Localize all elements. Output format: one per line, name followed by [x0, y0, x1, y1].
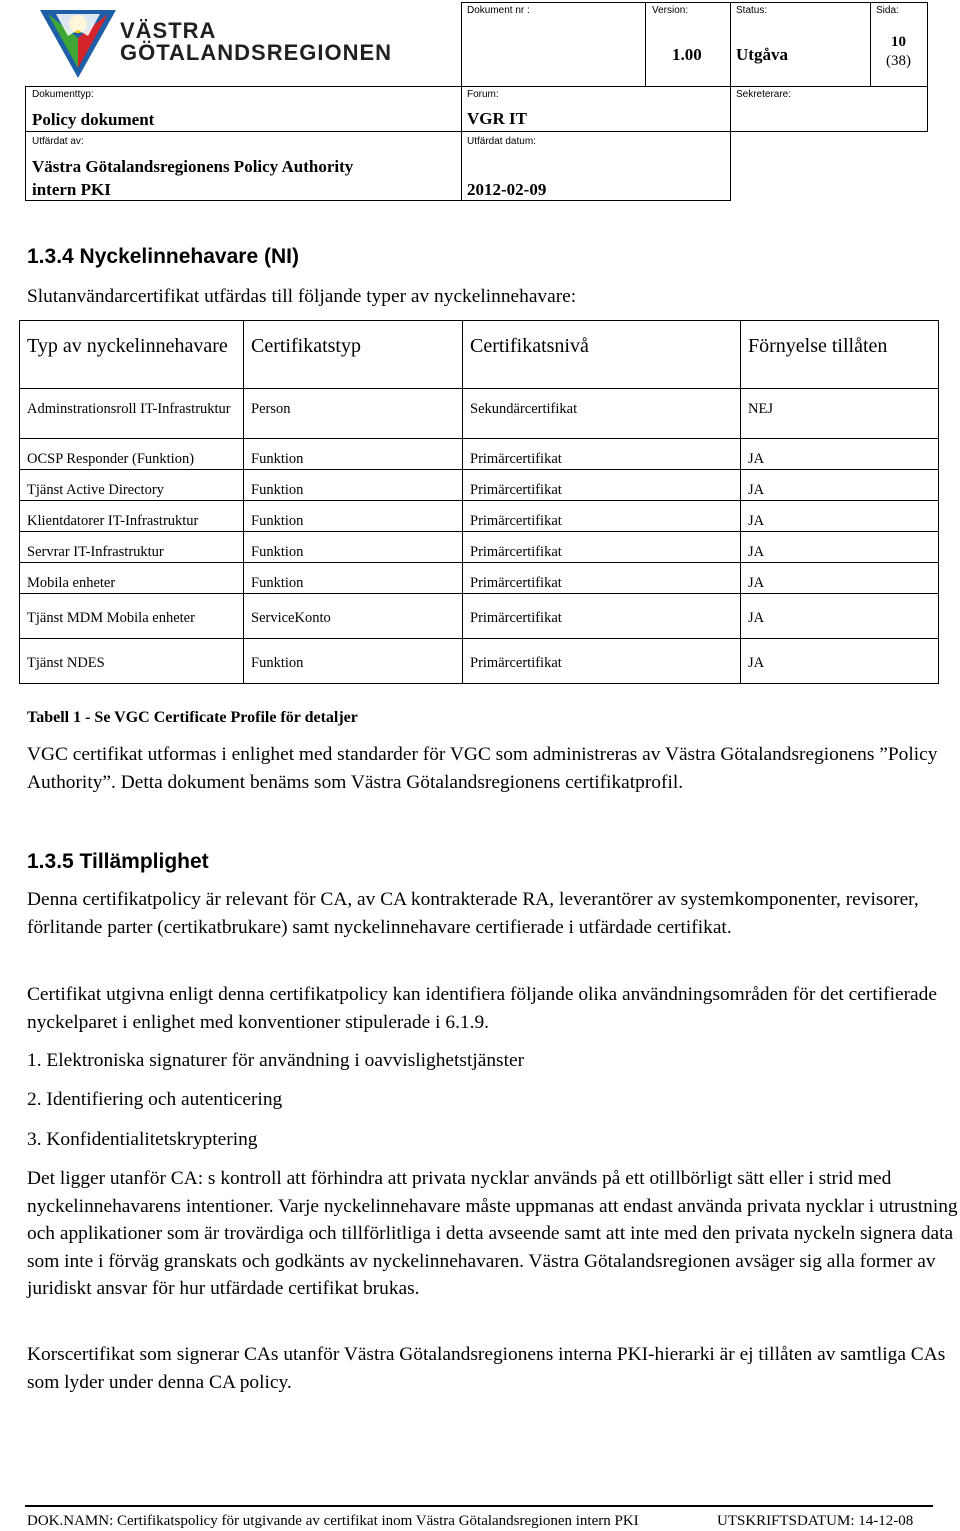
issued-by-line2: intern PKI: [32, 180, 111, 199]
forum-label: Forum:: [467, 89, 499, 100]
section-135-para4: Korscertifikat som signerar CAs utanför Västra Götalandsregionens interna PKI-hierarki är ej tillåten av samtliga CAs som lyder under denna CA policy.: [27, 1344, 946, 1393]
table-row: [20, 501, 939, 532]
table-cell: Adminstrationsroll IT-Infrastruktur: [20, 389, 244, 439]
status-value: Utgåva: [736, 45, 788, 64]
footer-document-name: DOK.NAMN: Certifikatspolicy för utgivande av certifikat inom Västra Götalandsregionen intern PKI: [27, 1513, 639, 1529]
table-cell: Mobila enheter: [20, 563, 244, 594]
column-header: Typ av nyckelinnehavare: [20, 321, 244, 389]
table-cell: Primärcertifikat: [463, 470, 741, 501]
section-135-title: 1.3.5 Tillämplighet: [27, 850, 209, 873]
table-cell: ServiceKonto: [244, 594, 463, 639]
page-total: (38): [886, 53, 911, 69]
section-135-para1: Denna certifikatpolicy är relevant för CA, av CA kontrakterade RA, leverantörer av systemkomponenter, revisorer, förlitande parter (certikatbrukare) samt nyckelinnehavare certifierade i utfärdade certifikat.: [27, 889, 919, 938]
column-header: Certifikatsnivå: [463, 321, 741, 389]
column-header: Certifikatstyp: [244, 321, 463, 389]
table-row: [20, 470, 939, 501]
section-135-para3: Det ligger utanför CA: s kontroll att förhindra att privata nycklar används på ett otillbörligt sätt eller i strid med nyckelinnehavarens intentioner. Varje nyckelinnehavare måste uppmanas att endast använda privata nycklar i utrustning och applikationer som är trovärdiga och tillförlitliga i detta avseende samt att inte med den privata nyckeln signera data som inte i förväg granskats och godkänts av nyckelinnehavaren. Västra Götalandsregionen avsäger sig alla former av juridiskt ansvar för hur utfärdade certifikat brukas.: [27, 1168, 958, 1299]
table-row: [20, 532, 939, 563]
table-cell: Tjänst NDES: [20, 639, 244, 684]
forum-value: VGR IT: [467, 109, 527, 128]
list-item: 3. Konfidentialitetskryptering: [27, 1129, 258, 1150]
table-row: [20, 639, 939, 684]
document-number-label: Dokument nr :: [467, 5, 530, 16]
table-cell: Primärcertifikat: [463, 639, 741, 684]
table-row: [20, 439, 939, 470]
table-row: [20, 594, 939, 639]
column-header: Förnyelse tillåten: [741, 321, 939, 389]
footer-print-date: UTSKRIFTSDATUM: 14-12-08: [717, 1513, 914, 1529]
version-label: Version:: [652, 5, 689, 16]
table-cell: JA: [741, 532, 939, 563]
table-cell: Servrar IT-Infrastruktur: [20, 532, 244, 563]
table-cell: Tjänst MDM Mobila enheter: [20, 594, 244, 639]
table-cell: Primärcertifikat: [463, 532, 741, 563]
key-holder-table: [19, 320, 939, 684]
table-cell: JA: [741, 594, 939, 639]
section-134-title: 1.3.4 Nyckelinnehavare (NI): [27, 245, 299, 268]
table-cell: Funktion: [244, 639, 463, 684]
table-row: [20, 563, 939, 594]
footer-divider: [25, 1505, 933, 1507]
table-cell: JA: [741, 470, 939, 501]
issued-by-label: Utfärdat av:: [32, 136, 84, 147]
list-item: 2. Identifiering och autenticering: [27, 1089, 283, 1110]
logo-text-line2: GÖTALANDSREGIONEN: [120, 40, 393, 65]
table-cell: Person: [244, 389, 463, 439]
issued-by-line1: Västra Götalandsregionens Policy Authority: [32, 157, 354, 176]
table-cell: Sekundärcertifikat: [463, 389, 741, 439]
doc-type-value: Policy dokument: [32, 110, 155, 129]
page-label: Sida:: [876, 5, 899, 16]
table-row: [20, 389, 939, 439]
status-label: Status:: [736, 5, 768, 16]
table-cell: JA: [741, 439, 939, 470]
table-cell: Funktion: [244, 563, 463, 594]
table-cell: NEJ: [741, 389, 939, 439]
table-cell: Funktion: [244, 470, 463, 501]
table-caption: Tabell 1 - Se VGC Certificate Profile för detaljer: [27, 709, 358, 726]
table-cell: Primärcertifikat: [463, 563, 741, 594]
table-cell: JA: [741, 563, 939, 594]
page-number: 10: [891, 34, 906, 50]
section-135-para2: Certifikat utgivna enligt denna certifikatpolicy kan identifiera följande olika användningsområden för det certifierade nyckelparet i enlighet med konventioner stipulerade i 6.1.9.: [27, 984, 937, 1033]
secretary-label: Sekreterare:: [736, 89, 792, 100]
table-cell: Klientdatorer IT-Infrastruktur: [20, 501, 244, 532]
table-cell: Funktion: [244, 439, 463, 470]
table-header-row: [20, 321, 939, 389]
logo-emblem-icon: [38, 8, 118, 80]
table-cell: Funktion: [244, 532, 463, 563]
version-value: 1.00: [672, 45, 702, 64]
table-cell: Primärcertifikat: [463, 439, 741, 470]
doc-type-label: Dokumenttyp:: [32, 89, 94, 100]
section-134-paragraph: VGC certifikat utformas i enlighet med standarder för VGC som administreras av Västra Götalandsregionens ”Policy Authority”. Detta dokument benäms som Västra Götalandsregionens certifikatprofil.: [27, 744, 938, 793]
table-cell: OCSP Responder (Funktion): [20, 439, 244, 470]
table-cell: JA: [741, 501, 939, 532]
table-cell: Primärcertifikat: [463, 501, 741, 532]
issued-date-label: Utfärdat datum:: [467, 136, 536, 147]
table-cell: JA: [741, 639, 939, 684]
section-134-intro: Slutanvändarcertifikat utfärdas till följande typer av nyckelinnehavare:: [27, 286, 577, 307]
list-item: 1. Elektroniska signaturer för användning i oavvislighetstjänster: [27, 1050, 525, 1071]
table-cell: Primärcertifikat: [463, 594, 741, 639]
issued-date-value: 2012-02-09: [467, 180, 547, 199]
logo-text-line1: VÄSTRA: [120, 18, 217, 43]
table-cell: Funktion: [244, 501, 463, 532]
table-cell: Tjänst Active Directory: [20, 470, 244, 501]
